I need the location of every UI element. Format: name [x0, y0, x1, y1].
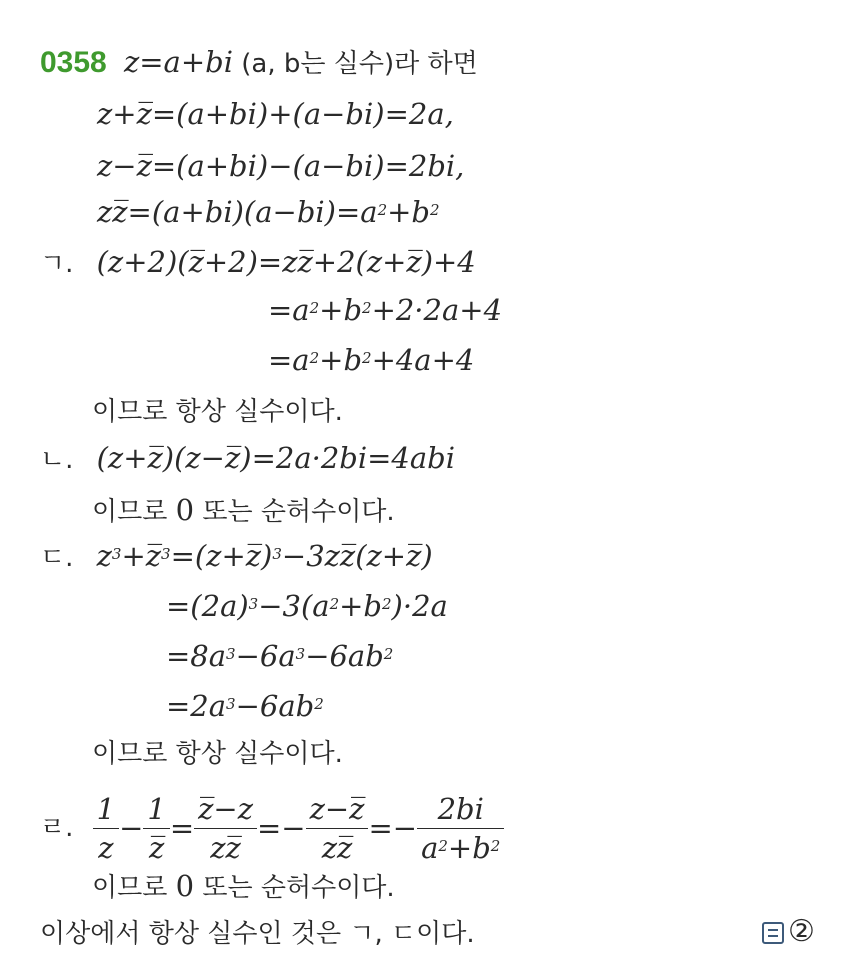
fraction-1-over-zbar: $\frac{1}{z̅}$ [143, 792, 169, 865]
answer-icon [762, 922, 784, 944]
identity-product: $zz̅=(a+bi)(a-bi)=a^2+b^2$ [97, 195, 440, 229]
identity-diff: z−z̅=(a+bi)−(a−bi)=2bi, [97, 149, 465, 183]
fraction-5: $\frac{2bi}{a^2+b^2}$ [417, 792, 504, 865]
item-n-conclusion: 이므로 0 또는 순허수이다. [92, 493, 395, 527]
item-d-line-3: $=8a^3-6a^3-6ab^2$ [166, 639, 394, 673]
problem-header [40, 44, 478, 82]
answer-choice: ② [788, 914, 815, 949]
item-g-conclusion: 이므로 항상 실수이다. [92, 397, 343, 427]
item-r-marker: ㄹ. [40, 813, 74, 843]
item-d-line-1: ㄷ. $z^3+z̅^3=(z+z̅)^3-3zz̅(z+z̅)$ [40, 539, 433, 573]
setup-text: (a, b는 실수)라 하면 [232, 49, 478, 79]
item-d-conclusion: 이므로 항상 실수이다. [92, 739, 343, 769]
fraction-3: $\frac{z̅-z}{zz̅}$ [194, 792, 257, 865]
fraction-4: $\frac{z-z̅}{zz̅}$ [306, 792, 369, 865]
item-g-line-3: $=a^2+b^2+4a+4$ [268, 343, 475, 377]
item-r-conclusion: 이므로 0 또는 순허수이다. [92, 869, 395, 903]
item-d-line-4: $=2a^3-6ab^2$ [166, 689, 324, 723]
identity-sum: z+z̅=(a+bi)+(a−bi)=2a, [97, 97, 454, 131]
item-n-marker: ㄴ. [40, 445, 74, 475]
fraction-1-over-z: $\frac{1}{z}$ [93, 792, 119, 865]
setup-math: z=a+bi [123, 45, 233, 79]
item-g-line-1: ㄱ. (z+2)(z̅+2)=zz̅+2(z+z̅)+4 [40, 245, 476, 279]
problem-number: 0358 [40, 46, 107, 79]
item-r-line-1: ㄹ. $\frac{1}{z}$ − $\frac{1}{z̅}$ = $\frac{z̅-z}{zz̅}$ =− $\frac{z-z̅}{zz̅}$ =− $\frac{2bi}{a^2+b^2}$ [40, 786, 504, 868]
item-n-line-1: ㄴ. (z+z̅)(z−z̅)=2a·2bi=4abi [40, 441, 456, 475]
item-d-marker: ㄷ. [40, 543, 74, 573]
final-conclusion: 이상에서 항상 실수인 것은 ㄱ, ㄷ이다. [40, 919, 475, 949]
item-d-line-2: $=(2a)^3-3(a^2+b^2)\cdot 2a$ [166, 589, 448, 623]
item-g-line-2: $=a^2+b^2+2\cdot 2a+4$ [268, 293, 503, 327]
item-g-marker: ㄱ. [40, 249, 74, 279]
